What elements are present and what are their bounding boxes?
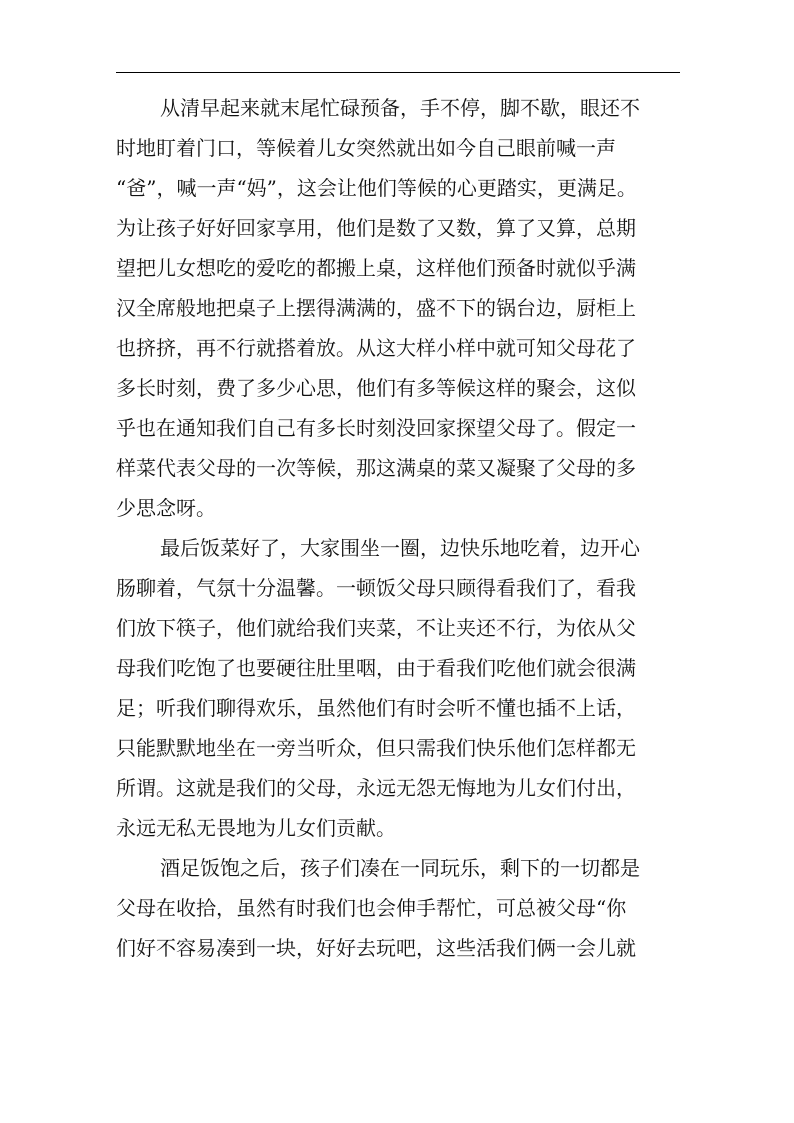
paragraph-1-line-4: 为让孩子好好回家享用，他们是数了又数，算了又算，总期 [116, 216, 636, 240]
paragraph-2-line-1: 最后饭菜好了，大家围坐一圈，边快乐地吃着，边开心 [160, 536, 640, 560]
paragraph-2-line-3: 们放下筷子，他们就给我们夹菜，不让夹还不行，为依从父 [116, 616, 636, 640]
paragraph-1-line-5: 望把儿女想吃的爱吃的都搬上桌，这样他们预备时就似乎满 [116, 256, 636, 280]
paragraph-1-line-8: 多长时刻，费了多少心思，他们有多等候这样的聚会，这似 [116, 376, 636, 400]
paragraph-2-line-7: 所谓。这就是我们的父母，永远无怨无悔地为儿女们付出， [116, 776, 636, 800]
paragraph-1-line-6: 汉全席般地把桌子上摆得满满的，盛不下的锅台边，厨柜上 [116, 296, 636, 320]
paragraph-1-line-11: 少思念呀。 [116, 496, 216, 520]
paragraph-3-line-1: 酒足饭饱之后，孩子们凑在一同玩乐，剩下的一切都是 [160, 856, 640, 880]
paragraph-2-line-5: 足；听我们聊得欢乐，虽然他们有时会听不懂也插不上话， [116, 696, 636, 720]
paragraph-3-line-3: 们好不容易凑到一块，好好去玩吧，这些活我们俩一会儿就 [116, 936, 636, 960]
paragraph-2-line-8: 永远无私无畏地为儿女们贡献。 [116, 816, 396, 840]
paragraph-1-line-7: 也挤挤，再不行就搭着放。从这大样小样中就可知父母花了 [116, 336, 636, 360]
paragraph-1-line-1: 从清早起来就末尾忙碌预备，手不停，脚不歇，眼还不 [160, 96, 640, 120]
paragraph-1-line-2: 时地盯着门口，等候着儿女突然就出如今自己眼前喊一声 [116, 136, 616, 160]
paragraph-1-line-3: “爸”，喊一声“妈”，这会让他们等候的心更踏实，更满足。 [116, 176, 637, 200]
paragraph-2-line-4: 母我们吃饱了也要硬往肚里咽，由于看我们吃他们就会很满 [116, 656, 636, 680]
paragraph-3-line-2: 父母在收拾，虽然有时我们也会伸手帮忙，可总被父母“你 [116, 896, 627, 920]
header-rule [116, 72, 680, 73]
body-text [116, 88, 686, 968]
paragraph-1-line-9: 乎也在通知我们自己有多长时刻没回家探望父母了。假定一 [116, 416, 636, 440]
paragraph-2-line-6: 只能默默地坐在一旁当听众，但只需我们快乐他们怎样都无 [116, 736, 636, 760]
paragraph-2-line-2: 肠聊着，气氛十分温馨。一顿饭父母只顾得看我们了，看我 [116, 576, 636, 600]
paragraph-1-line-10: 样菜代表父母的一次等候，那这满桌的菜又凝聚了父母的多 [116, 456, 636, 480]
